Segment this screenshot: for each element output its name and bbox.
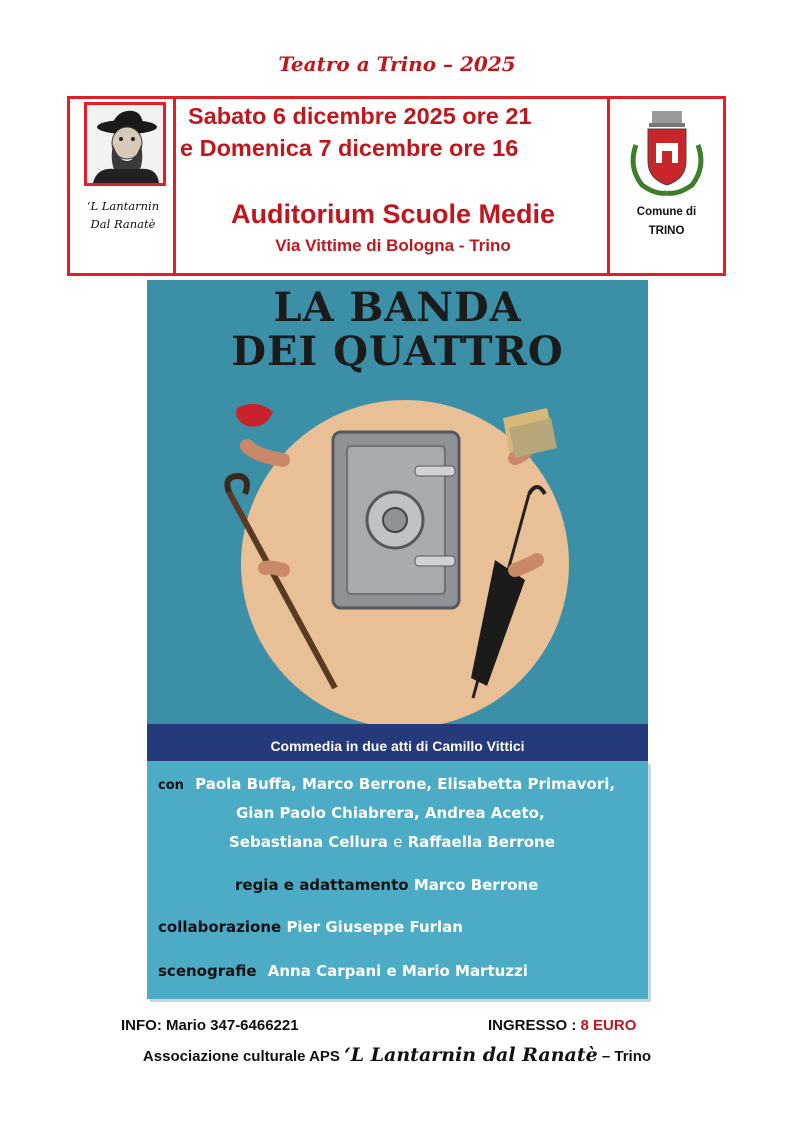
show-title-line2: DEI QUATTRO (231, 328, 564, 375)
association-suffix: – Trino (601, 1048, 652, 1065)
cast-row-3 (229, 833, 555, 851)
show-title-line1: LA BANDA (273, 284, 522, 331)
group-portrait-image (84, 102, 166, 186)
collab-name: Pier Giuseppe Furlan (286, 918, 463, 936)
regia-label: regia e adattamento (235, 876, 409, 894)
sceno-name: Anna Carpani e Mario Martuzzi (267, 962, 528, 980)
author-line: Commedia in due atti di Camillo Vittici (270, 738, 525, 754)
association-line (0, 1044, 794, 1066)
cast-line-2: Gian Paolo Chiabrera, Andrea Aceto, (236, 804, 545, 822)
ingresso-line (488, 1017, 636, 1034)
cast-line-3-and: e (393, 833, 403, 851)
cast-line-3a: Sebastiana Cellura (229, 833, 388, 851)
ingresso-price: 8 EURO (580, 1017, 637, 1034)
collab-row (158, 918, 463, 936)
cast-row-2 (236, 804, 545, 822)
ingresso-label: INGRESSO : (488, 1017, 577, 1034)
cast-line-3b: Raffaella Berrone (407, 833, 555, 851)
venue-name: Auditorium Scuole Medie (230, 199, 556, 229)
group-name-caption (70, 197, 176, 233)
event-details-cell (176, 99, 610, 273)
cast-row-1 (158, 775, 615, 793)
show-poster (147, 280, 648, 724)
credits-panel (147, 761, 648, 999)
association-name: ‘L Lantarnin dal Ranatè (344, 1044, 598, 1066)
sceno-label: scenografie (158, 962, 257, 980)
association-prefix: Associazione culturale APS (142, 1048, 340, 1065)
comune-crest-icon (622, 105, 712, 197)
group-name-line2: Dal Ranatè (90, 217, 156, 231)
regia-name: Marco Berrone (413, 876, 539, 894)
regia-row (235, 876, 538, 894)
comune-line1: Comune di (636, 206, 697, 218)
event-header-box (67, 96, 726, 276)
sceno-row (158, 962, 528, 980)
venue-address: Via Vittime di Bologna - Trino (275, 236, 511, 255)
group-logo-cell (70, 99, 176, 273)
date-line-sunday: e Domenica 7 dicembre ore 16 (180, 135, 519, 161)
event-series-title: Teatro a Trino – 2025 (278, 52, 516, 76)
comune-line2: TRINO (648, 225, 685, 237)
comune-caption (610, 203, 723, 241)
author-band (147, 724, 648, 761)
group-name-line1: ‘L Lantarnin (86, 199, 160, 213)
cast-line-1: Paola Buffa, Marco Berrone, Elisabetta Primavori, (195, 775, 616, 793)
info-contact: INFO: Mario 347-6466221 (121, 1017, 299, 1034)
con-label: con (158, 778, 184, 793)
comune-logo-cell (610, 99, 723, 273)
date-line-saturday: Sabato 6 dicembre 2025 ore 21 (188, 103, 532, 129)
collab-label: collaborazione (158, 918, 282, 936)
